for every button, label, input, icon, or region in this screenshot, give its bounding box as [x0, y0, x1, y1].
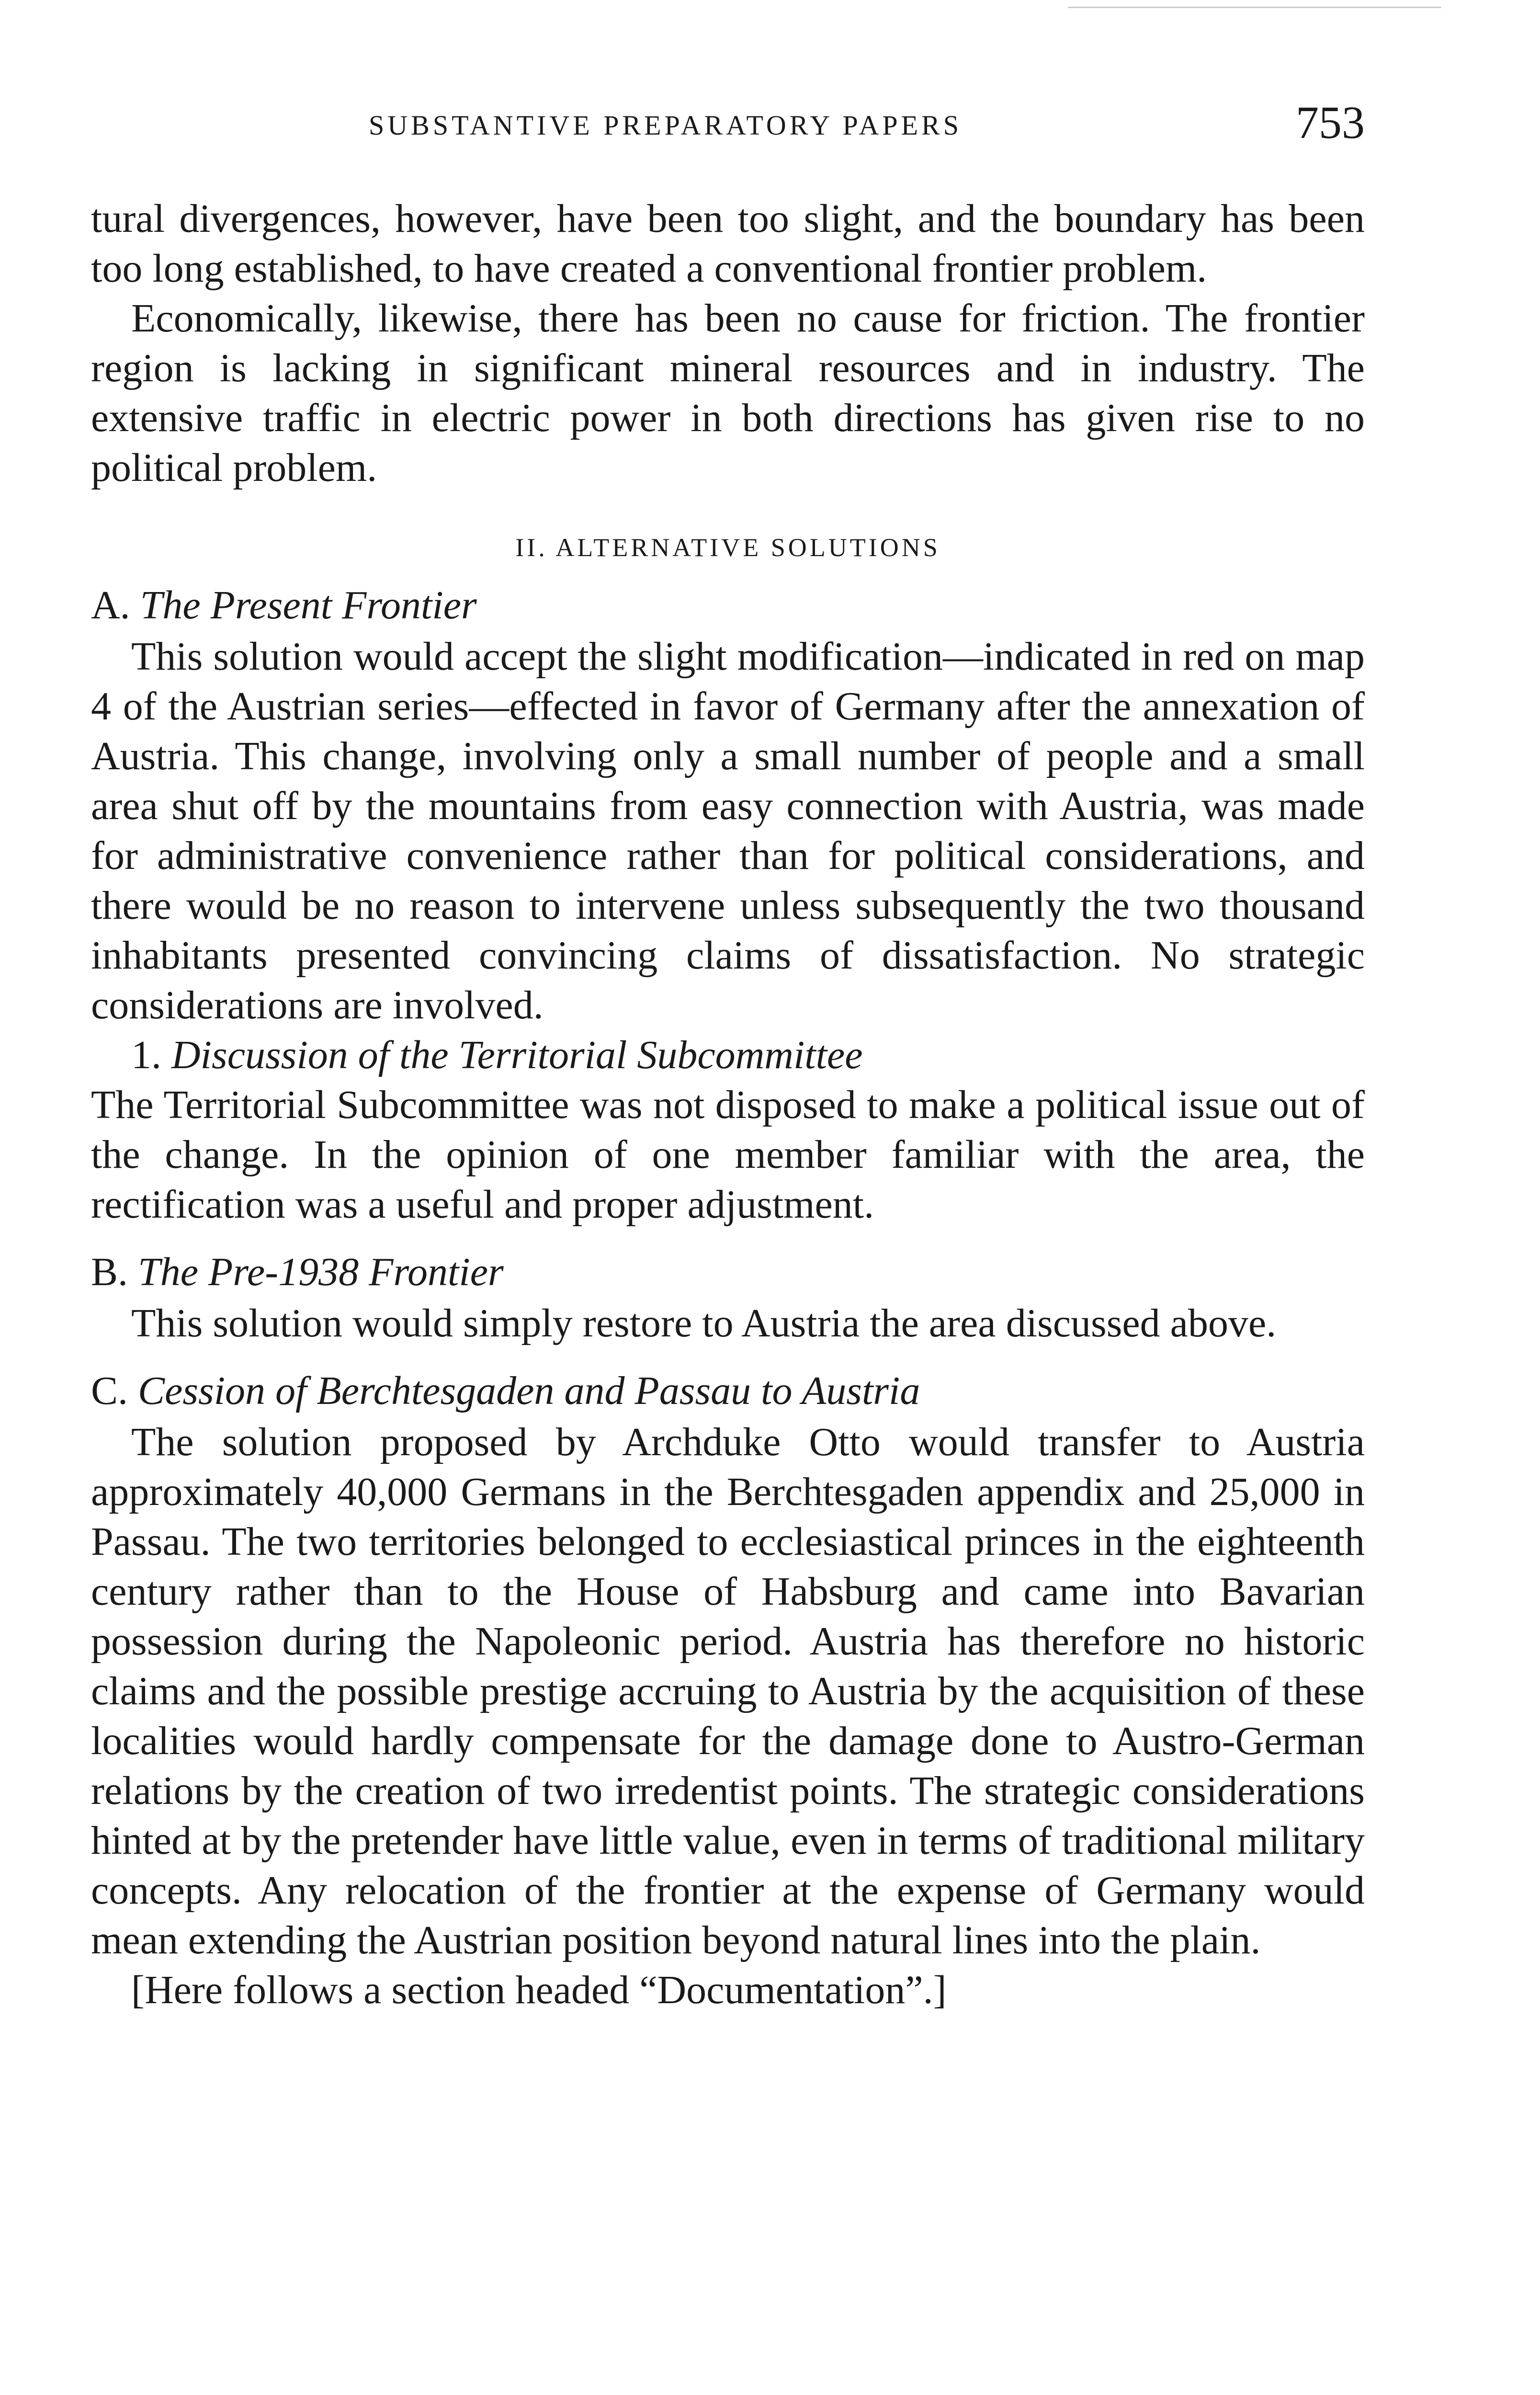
paragraph-territorial-subcommittee: The Territorial Subcommittee was not disposed to make a political issue out of the change. In the opinion of one member familiar with the area, the rectification was a useful and proper adjustment. [91, 1083, 1365, 1227]
paragraph-pre-1938-frontier: This solution would simply restore to Austria the area discussed above. [131, 1301, 1277, 1346]
running-head: SUBSTANTIVE PREPARATORY PAPERS [369, 110, 962, 141]
numbered-heading-title: Discussion of the Territorial Subcommittee [171, 1033, 863, 1077]
paragraph-continuation: tural divergences, however, have been too slight, and the boundary has been too long established, to have created a conventional frontier problem. [91, 196, 1365, 291]
section-heading-alternative-solutions: II. ALTERNATIVE SOLUTIONS [515, 533, 940, 562]
subsection-title: The Pre-1938 Frontier [138, 1250, 504, 1294]
scan-edge-line [1068, 7, 1441, 8]
subsection-letter: C. [91, 1369, 128, 1413]
page-header [91, 96, 1365, 158]
numbered-heading-number: 1. [131, 1033, 161, 1077]
subsection-letter: A. [91, 583, 130, 627]
body-text [91, 194, 1365, 2015]
paragraph-cession: The solution proposed by Archduke Otto would transfer to Austria approximately 40,000 Germans in the Berchtesgaden appendix and 25,000 in Passau. The two territories belonged to ecclesiastical princes in the eighteenth century rather than to the House of Habsburg and came into Bavarian possession during the Napoleonic period. Austria has therefore no historic claims and the possible prestige accruing to Austria by the acquisition of these localities would hardly compensate for the damage done to Austro-German relations by the creation of two irredentist points. The strategic considerations hinted at by the pretender have little value, even in terms of traditional military concepts. Any relocation of the frontier at the expense of Germany would mean extending the Austrian position beyond natural lines into the plain. [91, 1420, 1365, 1962]
subsection-heading-a [91, 579, 1365, 632]
subsection-letter: B. [91, 1250, 128, 1294]
paragraph-present-frontier: This solution would accept the slight modification—indicated in red on map 4 of the Austrian series—effected in favor of Germany after the annexation of Austria. This change, involving only a small number of people and a small area shut off by the mountains from easy connection with Austria, was made for administrative convenience rather than for political considerations, and there would be no reason to intervene unless subsequently the two thousand inhabitants presented convincing claims of dissatisfaction. No strategic considerations are involved. [91, 634, 1365, 1027]
page-number: 753 [1296, 97, 1365, 148]
paragraph-economics: Economically, likewise, there has been no cause for friction. The frontier region is lacking in significant mineral resources and in industry. The extensive traffic in electric power in both directions has given rise to no political problem. [91, 296, 1365, 490]
subsection-heading-b [91, 1246, 1365, 1299]
subsection-title: Cession of Berchtesgaden and Passau to Austria [138, 1369, 920, 1413]
numbered-heading-1 [91, 1030, 1365, 1080]
editorial-note: [Here follows a section headed “Documentation”.] [131, 1968, 947, 2012]
subsection-heading-c [91, 1365, 1365, 1417]
subsection-title: The Present Frontier [140, 583, 477, 627]
